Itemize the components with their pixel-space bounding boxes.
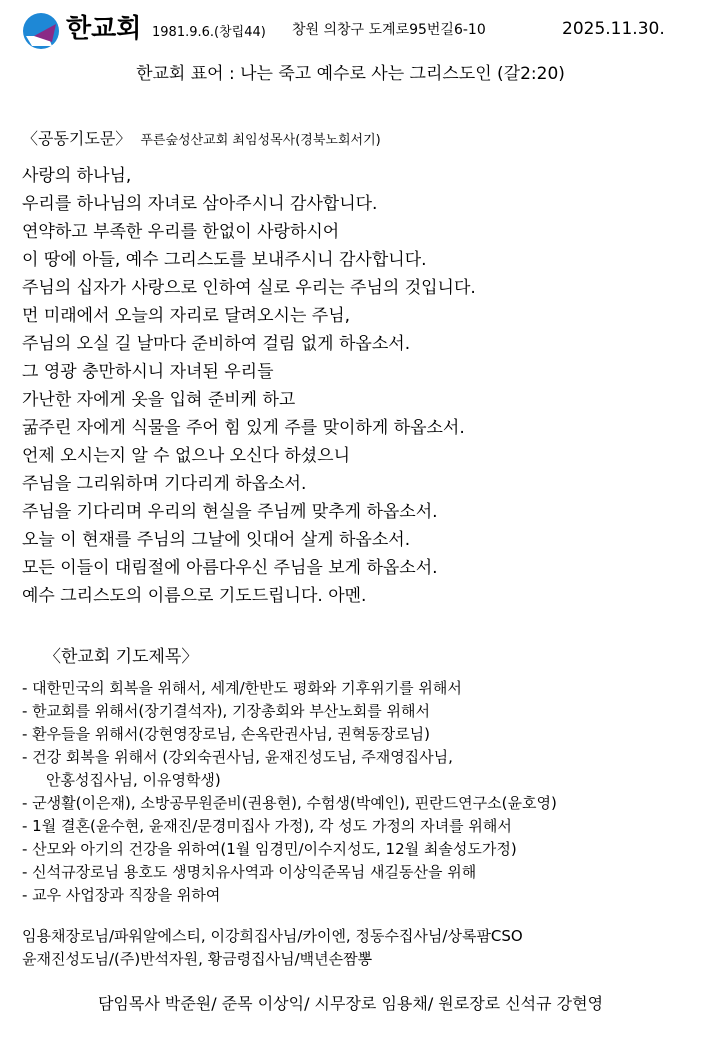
prayer-line: 가난한 자에게 옷을 입혀 준비케 하고 (22, 390, 296, 410)
church-name: 한교회 (66, 14, 142, 44)
church-address: 창원 의창구 도계로95번길6-10 (292, 22, 486, 38)
prayer-line: 연약하고 부족한 우리를 한없이 사랑하시어 (22, 222, 340, 242)
prayer-author: 푸른숲성산교회 최임성목사(경북노회서기) (140, 133, 381, 148)
prayer-topic-item: - 환우들을 위해서(강현영장로님, 손옥란권사님, 권혁동장로님) (22, 725, 430, 743)
prayer-line: 우리를 하나님의 자녀로 삼아주시니 감사합니다. (22, 194, 378, 214)
prayer-topic-item: - 교우 사업장과 직장을 위하여 (22, 886, 221, 904)
prayer-line: 주님의 오실 길 날마다 준비하여 걸림 없게 하옵소서. (22, 334, 411, 354)
prayer-topic-item: - 1월 결혼(윤수현, 윤재진/문경미집사 가정), 각 성도 가정의 자녀를 위해서 (22, 817, 512, 835)
prayer-line: 오늘 이 현재를 주님의 그날에 잇대어 살게 하옵소서. (22, 530, 411, 550)
prayer-line: 이 땅에 아들, 예수 그리스도를 보내주시니 감사합니다. (22, 250, 427, 270)
church-motto: 한교회 표어 : 나는 죽고 예수로 사는 그리스도인 (갈2:20) (136, 64, 565, 84)
prayer-line: 주님을 그리워하며 기다리게 하옵소서. (22, 474, 307, 494)
prayer-topic-item: - 한교회를 위해서(장기결석자), 기장총회와 부산노회를 위해서 (22, 702, 430, 720)
church-logo-icon (22, 12, 60, 50)
workplace-list (22, 925, 523, 971)
prayer-line: 언제 오시는지 알 수 없으나 오신다 하셨으니 (22, 446, 351, 466)
workplace-line: 윤재진성도님/(주)반석자원, 황금령집사님/백년손짬뽕 (22, 950, 373, 968)
founded-date: 1981.9.6.(창립44) (152, 25, 266, 40)
prayer-line: 그 영광 충만하시니 자녀된 우리들 (22, 362, 274, 382)
prayer-line: 예수 그리스도의 이름으로 기도드립니다. 아멘. (22, 586, 367, 606)
prayer-line: 주님의 십자가 사랑으로 인하여 실로 우리는 주님의 것입니다. (22, 278, 476, 298)
bulletin-header (0, 0, 701, 64)
prayer-line: 굶주린 자에게 식물을 주어 힘 있게 주를 맞이하게 하옵소서. (22, 418, 465, 438)
prayer-line: 먼 미래에서 오늘의 자리로 달려오시는 주님, (22, 306, 351, 326)
bulletin-date: 2025.11.30. (562, 19, 665, 39)
prayer-topic-item: - 산모와 아기의 건강을 위하여(1월 임경민/이수지성도, 12월 최솔성도가정) (22, 840, 517, 858)
prayer-topic-item: - 신석규장로님 용호도 생명치유사역과 이상익준목님 새길동산을 위해 (22, 863, 477, 881)
prayer-heading (22, 128, 381, 152)
prayer-label: 〈공동기도문〉 (22, 129, 132, 148)
prayer-line: 주님을 기다리며 우리의 현실을 주님께 맞추게 하옵소서. (22, 502, 438, 522)
prayer-body (22, 162, 682, 610)
prayer-topic-item: - 군생활(이은재), 소방공무원준비(권용현), 수험생(박예인), 핀란드연구소(윤호영) (22, 794, 557, 812)
prayer-line: 사랑의 하나님, (22, 166, 132, 186)
prayer-topic-item: - 대한민국의 회복을 위해서, 세계/한반도 평화와 기후위기를 위해서 (22, 679, 462, 697)
prayer-topic-item-continued: 안홍성집사님, 이유영학생) (46, 771, 221, 789)
prayer-topic-item: - 건강 회복을 위해서 (강외숙권사님, 윤재진성도님, 주재영집사님, (22, 748, 453, 766)
prayer-topics-list (22, 677, 692, 907)
prayer-line: 모든 이들이 대림절에 아름다우신 주님을 보게 하옵소서. (22, 558, 438, 578)
prayer-topics-heading: 〈한교회 기도제목〉 (44, 647, 199, 667)
staff-footer: 담임목사 박준원/ 준목 이상익/ 시무장로 임용채/ 원로장로 신석규 강현영 (97, 994, 604, 1013)
workplace-line: 임용채장로님/파워알에스티, 이강희집사님/카이엔, 정동수집사님/상록팜CSO (22, 927, 523, 945)
